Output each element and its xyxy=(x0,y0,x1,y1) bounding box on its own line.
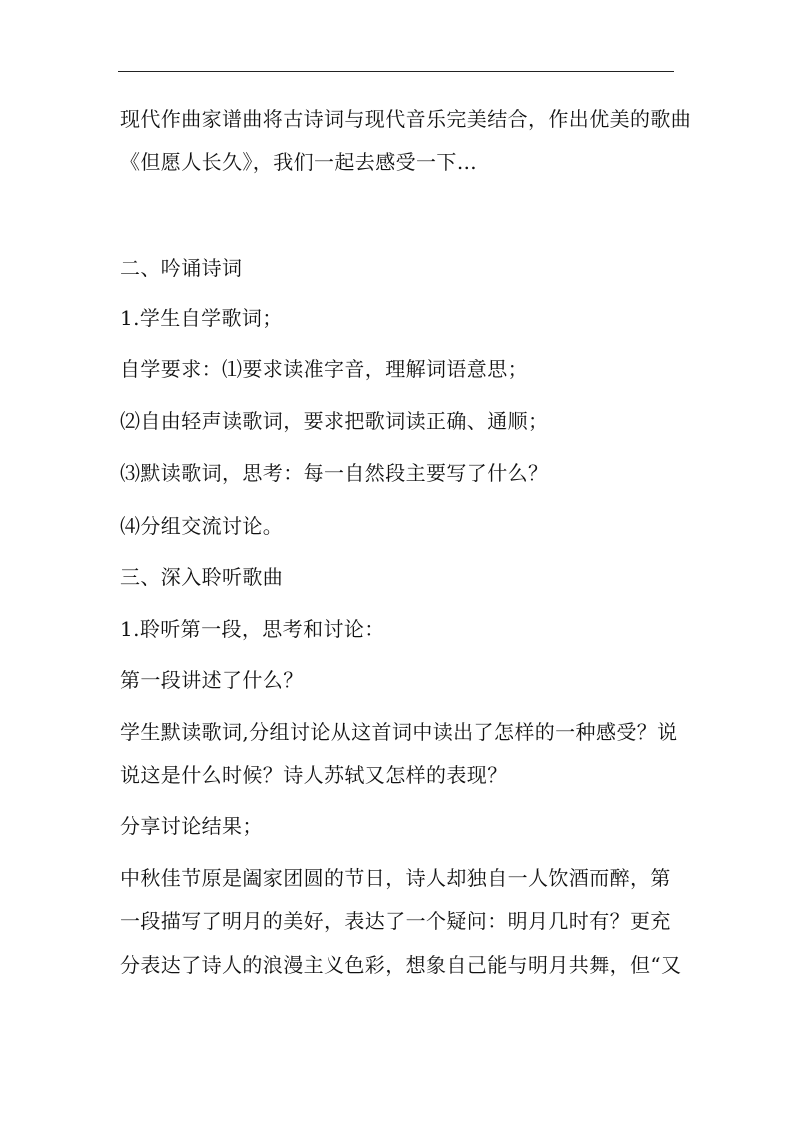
question-line: 第一段讲述了什么？ xyxy=(120,668,304,692)
discussion-line-2: 说这是什么时候？诗人苏轼又怎样的表现？ xyxy=(120,763,508,787)
answer-line-3: 分表达了诗人的浪漫主义色彩，想象自己能与明月共舞，但“又 xyxy=(120,953,682,977)
section-3-heading: 三、深入聆听歌曲 xyxy=(120,565,284,589)
requirement-line-2: ⑵自由轻声读歌词，要求把歌词读正确、通顺； xyxy=(120,409,549,433)
requirement-line-4: ⑷分组交流讨论。 xyxy=(120,514,284,538)
share-line: 分享讨论结果； xyxy=(120,814,263,838)
section-2-heading: 二、吟诵诗词 xyxy=(120,256,243,280)
header-rule xyxy=(118,71,674,72)
section-3-item-1: 1.聆听第一段，思考和讨论： xyxy=(120,617,385,641)
intro-line-1: 现代作曲家谱曲将古诗词与现代音乐完美结合，作出优美的歌曲 xyxy=(120,107,692,131)
section-2-item-1: 1.学生自学歌词； xyxy=(120,306,283,330)
requirement-line-3: ⑶默读歌词，思考：每一自然段主要写了什么？ xyxy=(120,461,549,485)
answer-line-1: 中秋佳节原是阖家团圆的节日，诗人却独自一人饮酒而醉，第 xyxy=(120,866,671,890)
discussion-line-1: 学生默读歌词,分组讨论从这首词中读出了怎样的一种感受？说 xyxy=(120,720,678,744)
answer-line-2: 一段描写了明月的美好，表达了一个疑问：明月几时有？更充 xyxy=(120,909,671,933)
intro-line-2: 《但愿人长久》，我们一起去感受一下… xyxy=(120,150,478,174)
requirement-line-1: 自学要求：⑴要求读准字音，理解词语意思； xyxy=(120,357,528,381)
